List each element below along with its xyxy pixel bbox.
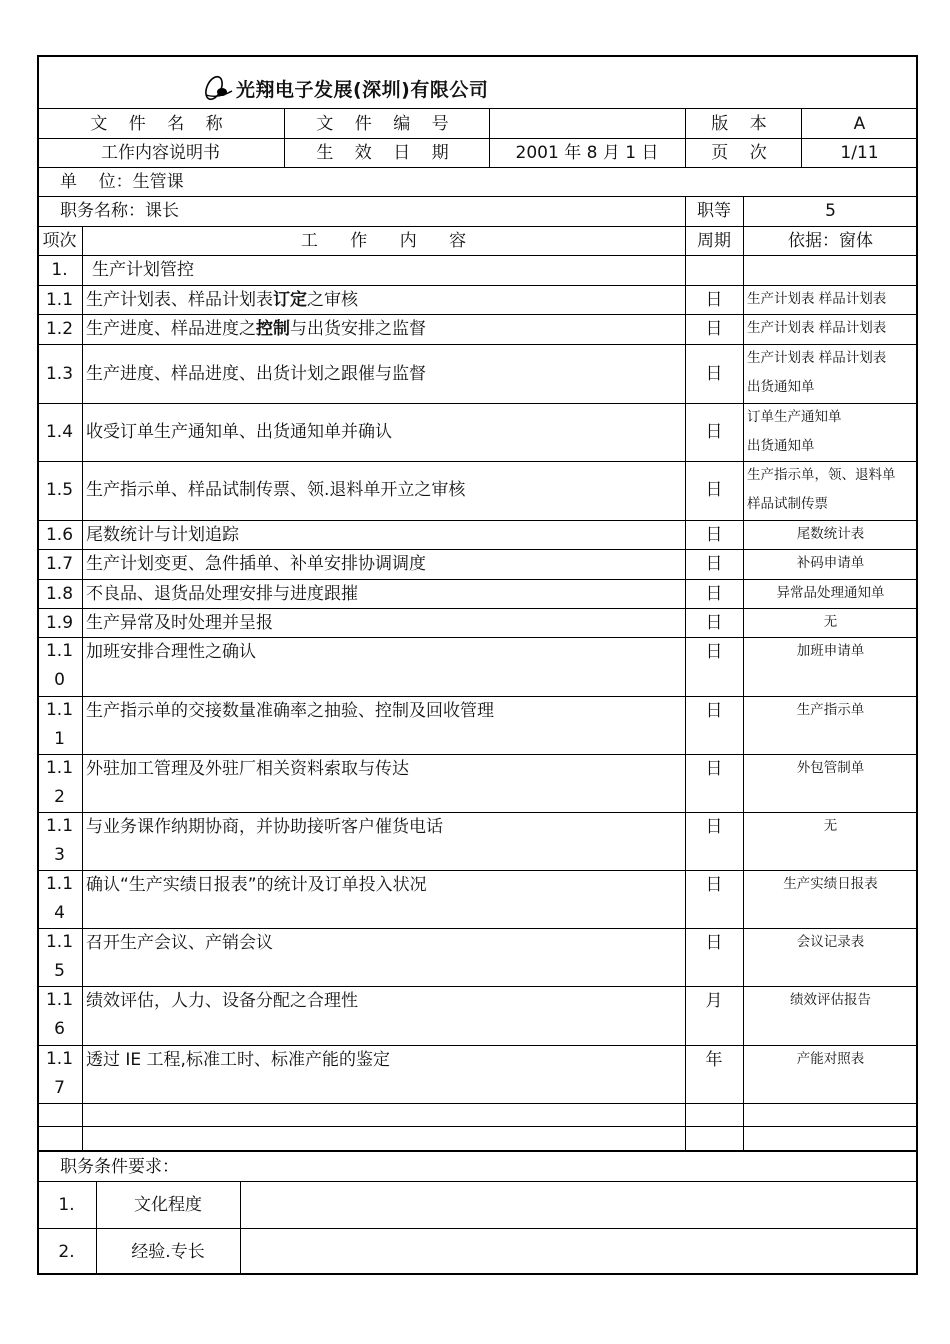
requirement-no: 2. <box>58 1242 75 1262</box>
row-no-suffix: 1 <box>54 729 65 749</box>
row-no: 1.1 <box>45 932 74 952</box>
row-basis: 产能对照表 <box>796 1051 865 1067</box>
row-no: 1.2 <box>45 319 74 339</box>
company-header <box>200 68 488 108</box>
grade-value: 5 <box>825 201 836 221</box>
rule <box>37 196 918 197</box>
row-basis: 订单生产通知单 <box>747 409 842 425</box>
doc-name-value: 工作内容说明书 <box>101 143 220 163</box>
row-period: 月 <box>705 991 723 1011</box>
row-basis: 会议记录表 <box>796 934 865 950</box>
row-period: 日 <box>705 319 723 339</box>
version-label: 版 本 <box>711 114 775 134</box>
rule <box>37 255 918 256</box>
row-content: 外驻加工管理及外驻厂相关资料索取与传达 <box>86 759 409 779</box>
rule <box>240 1181 241 1275</box>
row-period: 日 <box>705 817 723 837</box>
row-no: 1.3 <box>45 364 74 384</box>
rule <box>37 1228 918 1229</box>
col-period: 周期 <box>697 231 731 251</box>
row-no: 1.7 <box>45 554 74 574</box>
row-period: 日 <box>705 554 723 574</box>
grade-label: 职等 <box>697 201 731 221</box>
row-content: 与业务课作纳期协商，并协助接听客户催货电话 <box>86 817 443 837</box>
row-no: 1.1 <box>45 641 74 661</box>
row-basis: 生产计划表 样品计划表 <box>747 320 887 336</box>
unit-label: 单 位： <box>60 172 133 192</box>
row-period: 日 <box>705 759 723 779</box>
row-content: 生产进度、样品进度、出货计划之跟催与监督 <box>86 364 426 384</box>
company-name: 光翔电子发展(深圳)有限公司 <box>236 78 489 101</box>
row-basis: 加班申请单 <box>796 643 865 659</box>
rule <box>37 1126 918 1127</box>
row-basis: 生产指示单，领、退料单 <box>747 467 896 483</box>
row-no-suffix: 4 <box>54 903 65 923</box>
version-value: A <box>853 114 866 134</box>
row-no: 1.6 <box>45 525 74 545</box>
row-basis: 生产计划表 样品计划表 <box>747 350 887 366</box>
row-basis: 样品试制传票 <box>747 496 828 512</box>
row-basis: 生产实绩日报表 <box>783 876 878 892</box>
row-no-suffix: 7 <box>54 1078 65 1098</box>
row-period: 日 <box>705 290 723 310</box>
row-content: 确认“生产实绩日报表”的统计及订单投入状况 <box>86 875 427 895</box>
row-period: 日 <box>705 701 723 721</box>
row-period: 日 <box>705 525 723 545</box>
rule <box>37 138 918 139</box>
rule <box>82 226 83 1150</box>
rule <box>37 1181 918 1182</box>
row-period: 日 <box>705 364 723 384</box>
unit-value: 生管课 <box>132 172 184 192</box>
row-no: 1.1 <box>45 290 74 310</box>
row-no: 1.1 <box>45 874 74 894</box>
section-title: 生产计划管控 <box>92 260 194 280</box>
position-row <box>60 201 179 221</box>
row-content: 不良品、退货品处理安排与进度跟摧 <box>86 584 358 604</box>
row-period: 日 <box>705 613 723 633</box>
requirement-no: 1. <box>58 1195 75 1215</box>
row-basis: 补码申请单 <box>796 555 865 571</box>
row-no: 1.1 <box>45 758 74 778</box>
row-period: 日 <box>705 933 723 953</box>
row-period: 年 <box>705 1050 723 1070</box>
row-basis: 无 <box>823 818 838 834</box>
row-content: 生产异常及时处理并呈报 <box>86 613 273 633</box>
row-period: 日 <box>705 875 723 895</box>
row-no-suffix: 2 <box>54 787 65 807</box>
row-no: 1.9 <box>45 613 74 633</box>
row-content: 收受订单生产通知单、出货通知单并确认 <box>86 422 392 442</box>
row-no: 1.4 <box>45 422 74 442</box>
row-basis: 出货通知单 <box>747 438 815 454</box>
row-basis: 绩效评估报告 <box>790 992 871 1008</box>
col-content: 工 作 内 容 <box>300 231 467 251</box>
row-no: 1.1 <box>45 816 74 836</box>
page-value: 1/11 <box>840 143 879 163</box>
row-period: 日 <box>705 422 723 442</box>
row-content: 生产计划变更、急件插单、补单安排协调调度 <box>86 554 426 574</box>
row-no-suffix: 6 <box>54 1019 65 1039</box>
row-period: 日 <box>705 642 723 662</box>
doc-no-label: 文 件 编 号 <box>316 114 457 134</box>
row-basis: 尾数统计表 <box>796 526 865 542</box>
position-value: 课长 <box>145 201 179 221</box>
company-logo-icon <box>200 73 236 103</box>
rule <box>37 1150 918 1152</box>
row-basis: 出货通知单 <box>747 379 815 395</box>
row-content: 尾数统计与计划追踪 <box>86 525 239 545</box>
row-content: 透过 IE 工程,标准工时、标准产能的鉴定 <box>86 1050 390 1070</box>
row-basis: 外包管制单 <box>796 760 865 776</box>
requirement-label: 文化程度 <box>134 1195 202 1215</box>
section-no: 1. <box>51 260 68 280</box>
rule <box>37 167 918 168</box>
col-item: 项次 <box>42 231 77 251</box>
row-period: 日 <box>705 584 723 604</box>
row-content: 生产计划表、样品计划表订定之审核 <box>86 290 358 310</box>
position-label: 职务名称： <box>60 201 145 221</box>
row-no: 1.1 <box>45 1049 74 1069</box>
row-basis: 异常品处理通知单 <box>776 585 885 601</box>
unit-row <box>60 172 184 192</box>
row-no-suffix: 0 <box>54 670 65 690</box>
rule <box>37 226 918 227</box>
row-content: 生产指示单的交接数量准确率之抽验、控制及回收管理 <box>86 701 494 721</box>
row-content: 绩效评估，人力、设备分配之合理性 <box>86 991 358 1011</box>
row-no: 1.1 <box>45 990 74 1010</box>
row-no: 1.8 <box>45 584 74 604</box>
row-period: 日 <box>705 480 723 500</box>
requirement-label: 经验.专长 <box>131 1242 205 1262</box>
rule <box>37 1103 918 1104</box>
effective-date-label: 生 效 日 期 <box>316 143 457 163</box>
row-no: 1.5 <box>45 480 74 500</box>
row-no-suffix: 3 <box>54 845 65 865</box>
row-basis: 生产计划表 样品计划表 <box>747 291 887 307</box>
row-content: 加班安排合理性之确认 <box>86 642 256 662</box>
row-no-suffix: 5 <box>54 961 65 981</box>
doc-name-label: 文 件 名 称 <box>90 114 231 134</box>
effective-date-value: 2001 年 8 月 1 日 <box>515 143 659 163</box>
row-content: 召开生产会议、产销会议 <box>86 933 273 953</box>
row-no: 1.1 <box>45 700 74 720</box>
row-basis: 无 <box>823 614 838 630</box>
row-content: 生产指示单、样品试制传票、领.退料单开立之审核 <box>86 480 466 500</box>
page-label: 页 次 <box>711 143 775 163</box>
requirements-title: 职务条件要求： <box>60 1157 179 1177</box>
col-basis: 依据：窗体 <box>788 231 873 251</box>
row-basis: 生产指示单 <box>796 702 865 718</box>
row-content: 生产进度、样品进度之控制与出货安排之监督 <box>86 319 426 339</box>
rule <box>37 108 918 109</box>
